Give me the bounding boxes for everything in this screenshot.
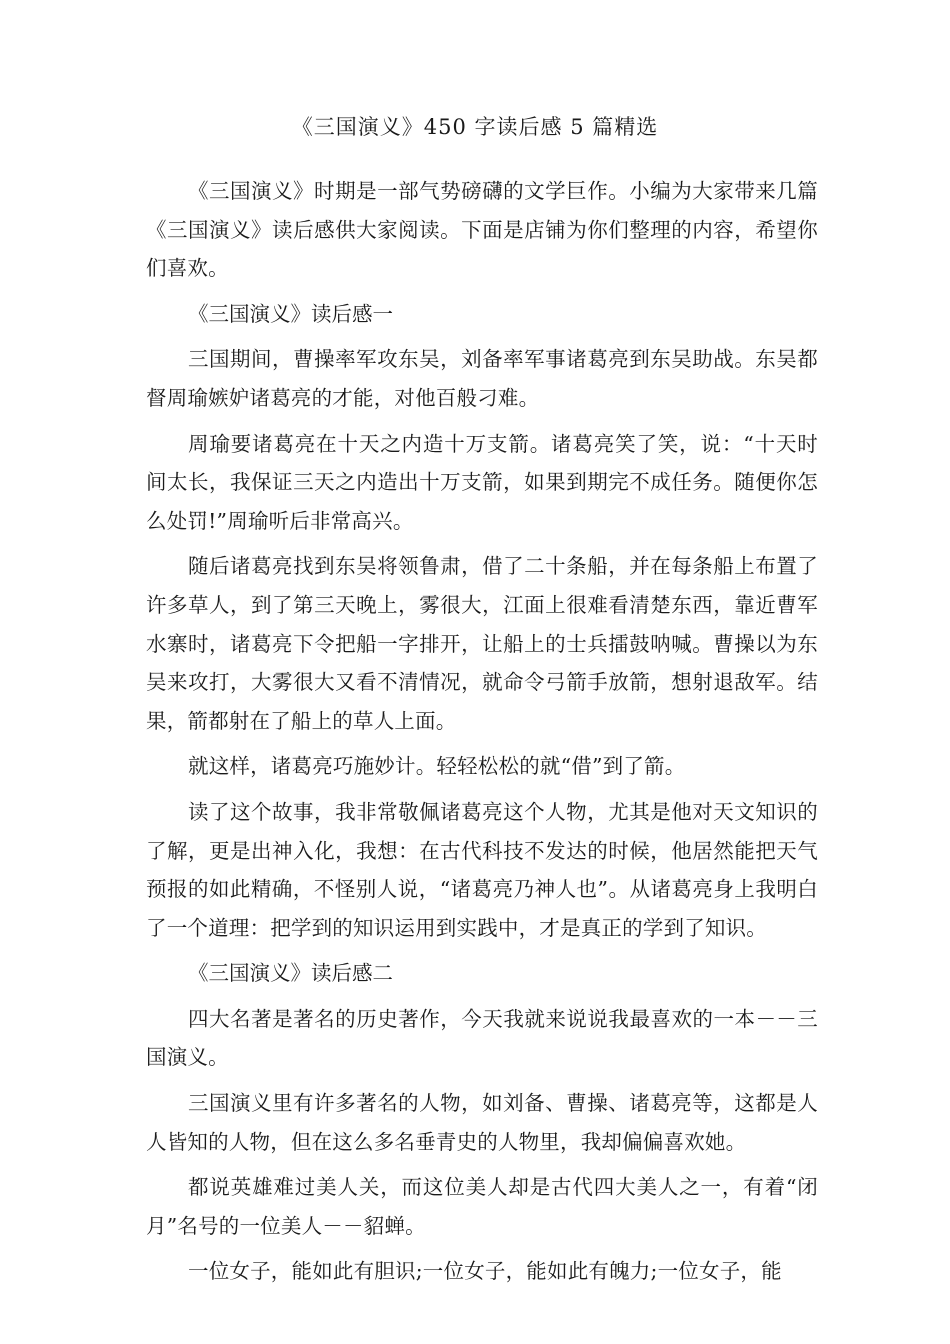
paragraph: 一位女子，能如此有胆识;一位女子，能如此有魄力;一位女子，能	[188, 1259, 782, 1284]
document-title: 《三国演义》450 字读后感 5 篇精选	[291, 115, 659, 139]
section-heading-1: 《三国演义》读后感一	[188, 301, 393, 326]
paragraph: 随后诸葛亮找到东吴将领鲁肃，借了二十条船，并在每条船上布置了许多草人，到了第三天晚上，雾很大，江面上很难看清楚东西，靠近曹军水寨时，诸葛亮下令把船一字排开，让船上的士兵擂鼓呐喊。曹操以为东吴来攻打，大雾很大又看不清情况，就命令弓箭手放箭，想射退敌军。结果，箭都射在了船上的草人上面。	[146, 554, 818, 733]
paragraph: 都说英雄难过美人关，而这位美人却是古代四大美人之一，有着“闭月”名号的一位美人－－貂蝉。	[146, 1175, 818, 1238]
paragraph: 三国演义里有许多著名的人物，如刘备、曹操、诸葛亮等，这都是人人皆知的人物，但在这么多名垂青史的人物里，我却偏偏喜欢她。	[146, 1091, 818, 1154]
section-heading-2: 《三国演义》读后感二	[188, 961, 393, 986]
paragraph: 四大名著是著名的历史著作，今天我就来说说我最喜欢的一本－－三国演义。	[146, 1006, 818, 1070]
paragraph: 读了这个故事，我非常敬佩诸葛亮这个人物，尤其是他对天文知识的了解，更是出神入化，我想：在古代科技不发达的时候，他居然能把天气预报的如此精确，不怪别人说，“诸葛亮乃神人也”。从诸葛亮身上我明白了一个道理：把学到的知识运用到实践中，才是真正的学到了知识。	[146, 799, 818, 940]
intro-paragraph: 《三国演义》时期是一部气势磅礴的文学巨作。小编为大家带来几篇《三国演义》读后感供大家阅读。下面是店铺为你们整理的内容，希望你们喜欢。	[146, 179, 818, 281]
document-body	[146, 172, 818, 1298]
paragraph: 就这样，诸葛亮巧施妙计。轻轻松松的就“借”到了箭。	[188, 754, 686, 779]
paragraph: 三国期间，曹操率军攻东吴，刘备率军事诸葛亮到东吴助战。东吴都督周瑜嫉妒诸葛亮的才能，对他百般刁难。	[146, 347, 818, 410]
paragraph: 周瑜要诸葛亮在十天之内造十万支箭。诸葛亮笑了笑，说：“十天时间太长，我保证三天之内造出十万支箭，如果到期完不成任务。随便你怎么处罚!”周瑜听后非常高兴。	[146, 431, 818, 533]
